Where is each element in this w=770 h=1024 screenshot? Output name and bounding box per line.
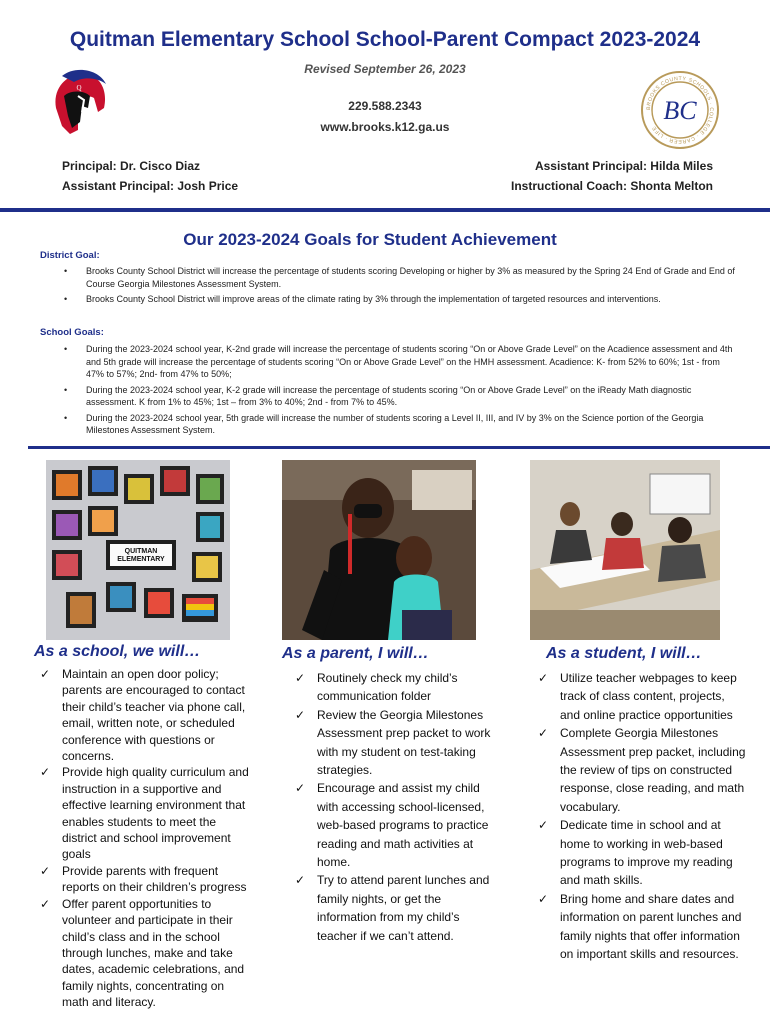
list-item: ✓ Encourage and assist my child with accessing school-licensed, web-based programs to practice reading and math activities at home. <box>295 781 489 870</box>
seal-initials: BC <box>663 96 697 125</box>
instructional-coach: Instructional Coach: Shonta Melton <box>510 179 713 193</box>
checkmark-icon: ✓ <box>295 671 306 685</box>
checkmark-icon: ✓ <box>40 863 51 878</box>
header-divider <box>0 208 770 212</box>
wall-banner-text: QUITMAN ELEMENTARY <box>117 548 165 563</box>
list-item: • Brooks County School District will increase the percentage of students scoring Developing or higher by 3% as measured by the Spring 24 End of Grade and End of Course Georgia Milestones Assessment System. <box>62 265 738 290</box>
list-item: ✓ Try to attend parent lunches and family nights, or get the information from my child’s teacher if we can’t attend. <box>295 873 490 943</box>
school-phone: 229.588.2343 <box>348 99 422 113</box>
list-item: ✓ Provide high quality curriculum and instruction in a supportive and effective learning environment that enables students to meet the district and school improvement goals <box>40 765 249 862</box>
student-commitments-list <box>538 669 748 964</box>
spartan-helmet-logo <box>48 68 110 140</box>
parent-commitments-list <box>295 669 495 945</box>
checkmark-icon: ✓ <box>295 873 306 888</box>
assistant-principal-left: Assistant Principal: Josh Price <box>62 179 239 193</box>
list-item: ✓ Dedicate time in school and at home to working in web-based programs to improve my reading and math skills. <box>538 818 733 888</box>
art-wall-photo <box>46 460 230 640</box>
checkmark-icon: ✓ <box>538 726 549 741</box>
svg-text:Q: Q <box>76 84 82 92</box>
list-item: ✓ Routinely check my child’s communication folder <box>295 671 458 704</box>
goals-title: Our 2023-2024 Goals for Student Achievement <box>183 230 557 249</box>
school-column-heading: As a school, we will… <box>34 643 201 660</box>
list-item: ✓ Offer parent opportunities to volunteer and participate in their child’s class and in the school through lunches, make and take dates, academic celebrations, and family nights, concentrating on math and literacy. <box>40 896 245 1010</box>
school-website: www.brooks.k12.ga.us <box>320 120 450 134</box>
classroom-students-photo <box>530 460 720 640</box>
revised-date: Revised September 26, 2023 <box>304 62 466 76</box>
assistant-principal-right: Assistant Principal: Hilda Miles <box>534 159 713 173</box>
checkmark-icon: ✓ <box>40 896 51 911</box>
checkmark-icon: ✓ <box>40 667 51 681</box>
brooks-county-seal <box>640 70 720 150</box>
list-item: ✓ Maintain an open door policy; parents are encouraged to contact their child’s teacher via phone call, email, written note, or scheduled conference with questions or concerns. <box>40 667 246 764</box>
district-goal-list <box>62 265 738 309</box>
school-goals-label: School Goals: <box>40 327 104 338</box>
district-goal-label: District Goal: <box>40 250 100 261</box>
list-item: ✓ Utilize teacher webpages to keep track of class content, projects, and online practice opportunities <box>538 671 737 722</box>
school-goal-list <box>62 343 740 440</box>
parent-column-heading: As a parent, I will… <box>282 645 429 662</box>
checkmark-icon: ✓ <box>295 707 306 722</box>
principal-name: Principal: Dr. Cisco Diaz <box>62 159 201 173</box>
list-item: ✓ Review the Georgia Milestones Assessment prep packet to work with my student on test-taking strategies. <box>295 707 491 778</box>
list-item: • During the 2023-2024 school year, K-2 grade will increase the percentage of students scoring “On or Above Grade Level” on the iReady Math diagnostic assessment. K from 1% to 45%; 1st – from 3% to 40%; 2nd - from 7% to 45%. <box>62 384 740 409</box>
checkmark-icon: ✓ <box>538 891 549 906</box>
parent-child-photo <box>282 460 476 640</box>
list-item: • During the 2023-2024 school year, K-2nd grade will increase the percentage of students scoring “On or Above Grade Level” on the Acadience assessment and 4th and 5th grade will increase the percentage of students scoring “On or Above Grade Level” on the HMH assessment. Acadience: K- from 52% to 60%; 1st - from 47% to 57%; 2nd- from 47% to 50%; <box>62 343 740 381</box>
list-item: ✓ Bring home and share dates and information on parent lunches and family nights that offer information on important skills and resources. <box>538 891 742 962</box>
student-column-heading: As a student, I will… <box>546 645 702 662</box>
checkmark-icon: ✓ <box>295 781 306 796</box>
list-item: • During the 2023-2024 school year, 5th grade will increase the number of students scoring a Level II, III, and IV by 3% on the Science portion of the Georgia Milestones Assessment System. <box>62 412 740 437</box>
list-item: • Brooks County School District will improve areas of the climate rating by 3% through the implementation of targeted resources and interventions. <box>62 293 738 306</box>
goals-divider <box>28 446 770 449</box>
checkmark-icon: ✓ <box>538 818 549 833</box>
page-title: Quitman Elementary School School-Parent Compact 2023-2024 <box>69 28 701 51</box>
list-item: ✓ Complete Georgia Milestones Assessment prep packet, including the review of tips on constructed response, close reading, and math vocabulary. <box>538 726 746 814</box>
checkmark-icon: ✓ <box>40 765 51 780</box>
seal-ring-text: BROOKS COUNTY SCHOOLS · COLLEGE · CAREER · LIFE <box>645 75 715 145</box>
list-item: ✓ Provide parents with frequent reports on their children’s progress <box>40 863 247 895</box>
checkmark-icon: ✓ <box>538 671 549 685</box>
school-commitments-list <box>40 666 250 1011</box>
